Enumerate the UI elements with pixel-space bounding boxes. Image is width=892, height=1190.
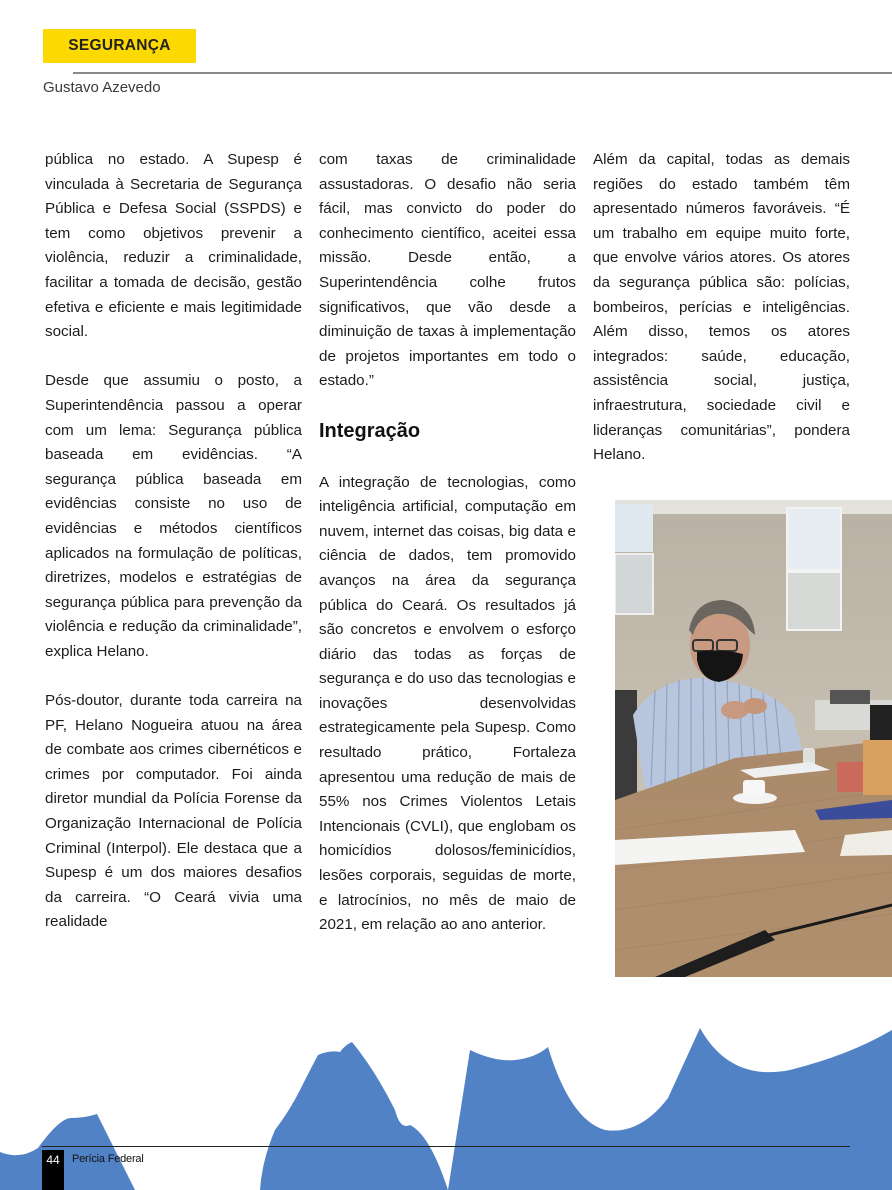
article-column-2	[319, 148, 576, 938]
paragraph: Pós-doutor, durante toda carreira na PF, Helano Nogueira atuou na área de combate aos crimes cibernéticos e crimes por computador. Foi ainda diretor mundial da Polícia Forense da Organização Internacional de Polícia Criminal (Interpol). Ele destaca que a Supesp é um dos maiores desafios da carreira. “O Ceará vivia uma realidade	[45, 692, 302, 931]
article-photo	[615, 500, 892, 977]
photo-illustration	[615, 500, 892, 977]
article-column-3	[593, 148, 850, 468]
paragraph: Além da capital, todas as demais regiões do estado também têm apresentado números favoráveis. “É um trabalho em equipe muito forte, que envolve vários atores. Os atores da segurança pública são: polícias, bombeiros, perícias e inteligências. Além disso, temos os atores integrados: saúde, educação, assistência social, justiça, infraestrutura, sociedade civil e lideranças comunitárias”, pondera Helano.	[593, 151, 850, 464]
paragraph: A integração de tecnologias, como inteligência artificial, computação em nuvem, internet das coisas, big data e ciência de dados, tem promovido avanços na área da segurança pública do Ceará. Os resultados já são concretos e envolvem o esforço diário das todas as forças de segurança e do uso das tecnologias e inovações desenvolvidas estrategicamente pela Supesp. Como resultado prático, Fortaleza apresentou uma redução de mais de 55% nos Crimes Violentos Letais Intencionais (CVLI), que englobam os homicídios dolosos/feminicídios, lesões corporais, seguidas de morte, e latrocínios, no mês de maio de 2021, em relação ao ano anterior.	[319, 473, 576, 934]
paragraph: Desde que assumiu o posto, a Superintendência passou a operar com um lema: Segurança pública baseada em evidências. “A segurança pública baseada em evidências consiste no uso de evidências e métodos científicos aplicados na formulação de políticas, diretrizes, modelos e estratégias de segurança pública para prevenção da violência e redução da criminalidade”, explica Helano.	[45, 372, 302, 660]
page-number: 44	[42, 1150, 64, 1190]
section-tag: SEGURANÇA	[43, 29, 196, 63]
author-byline: Gustavo Azevedo	[43, 79, 161, 96]
header-divider	[73, 72, 892, 74]
footer-divider	[42, 1146, 850, 1147]
paragraph: com taxas de criminalidade assustadoras. O desafio não seria fácil, mas convicto do poder do conhecimento científico, aceitei essa missão. Desde então, a Superintendência colhe frutos significativos, que vão desde a diminuição de taxas à implementação de projetos importantes em todo o estado.”	[319, 151, 576, 390]
article-column-1	[45, 148, 302, 935]
subheading-integracao: Integração	[319, 419, 421, 442]
publication-name: Perícia Federal	[72, 1153, 144, 1165]
paragraph: pública no estado. A Supesp é vinculada à Secretaria de Segurança Pública e Defesa Social (SSPDS) e tem como objetivos prevenir a violência, reduzir a criminalidade, facilitar a tomada de decisão, gestão efetiva e eficiente e mais legitimidade social.	[45, 151, 302, 341]
